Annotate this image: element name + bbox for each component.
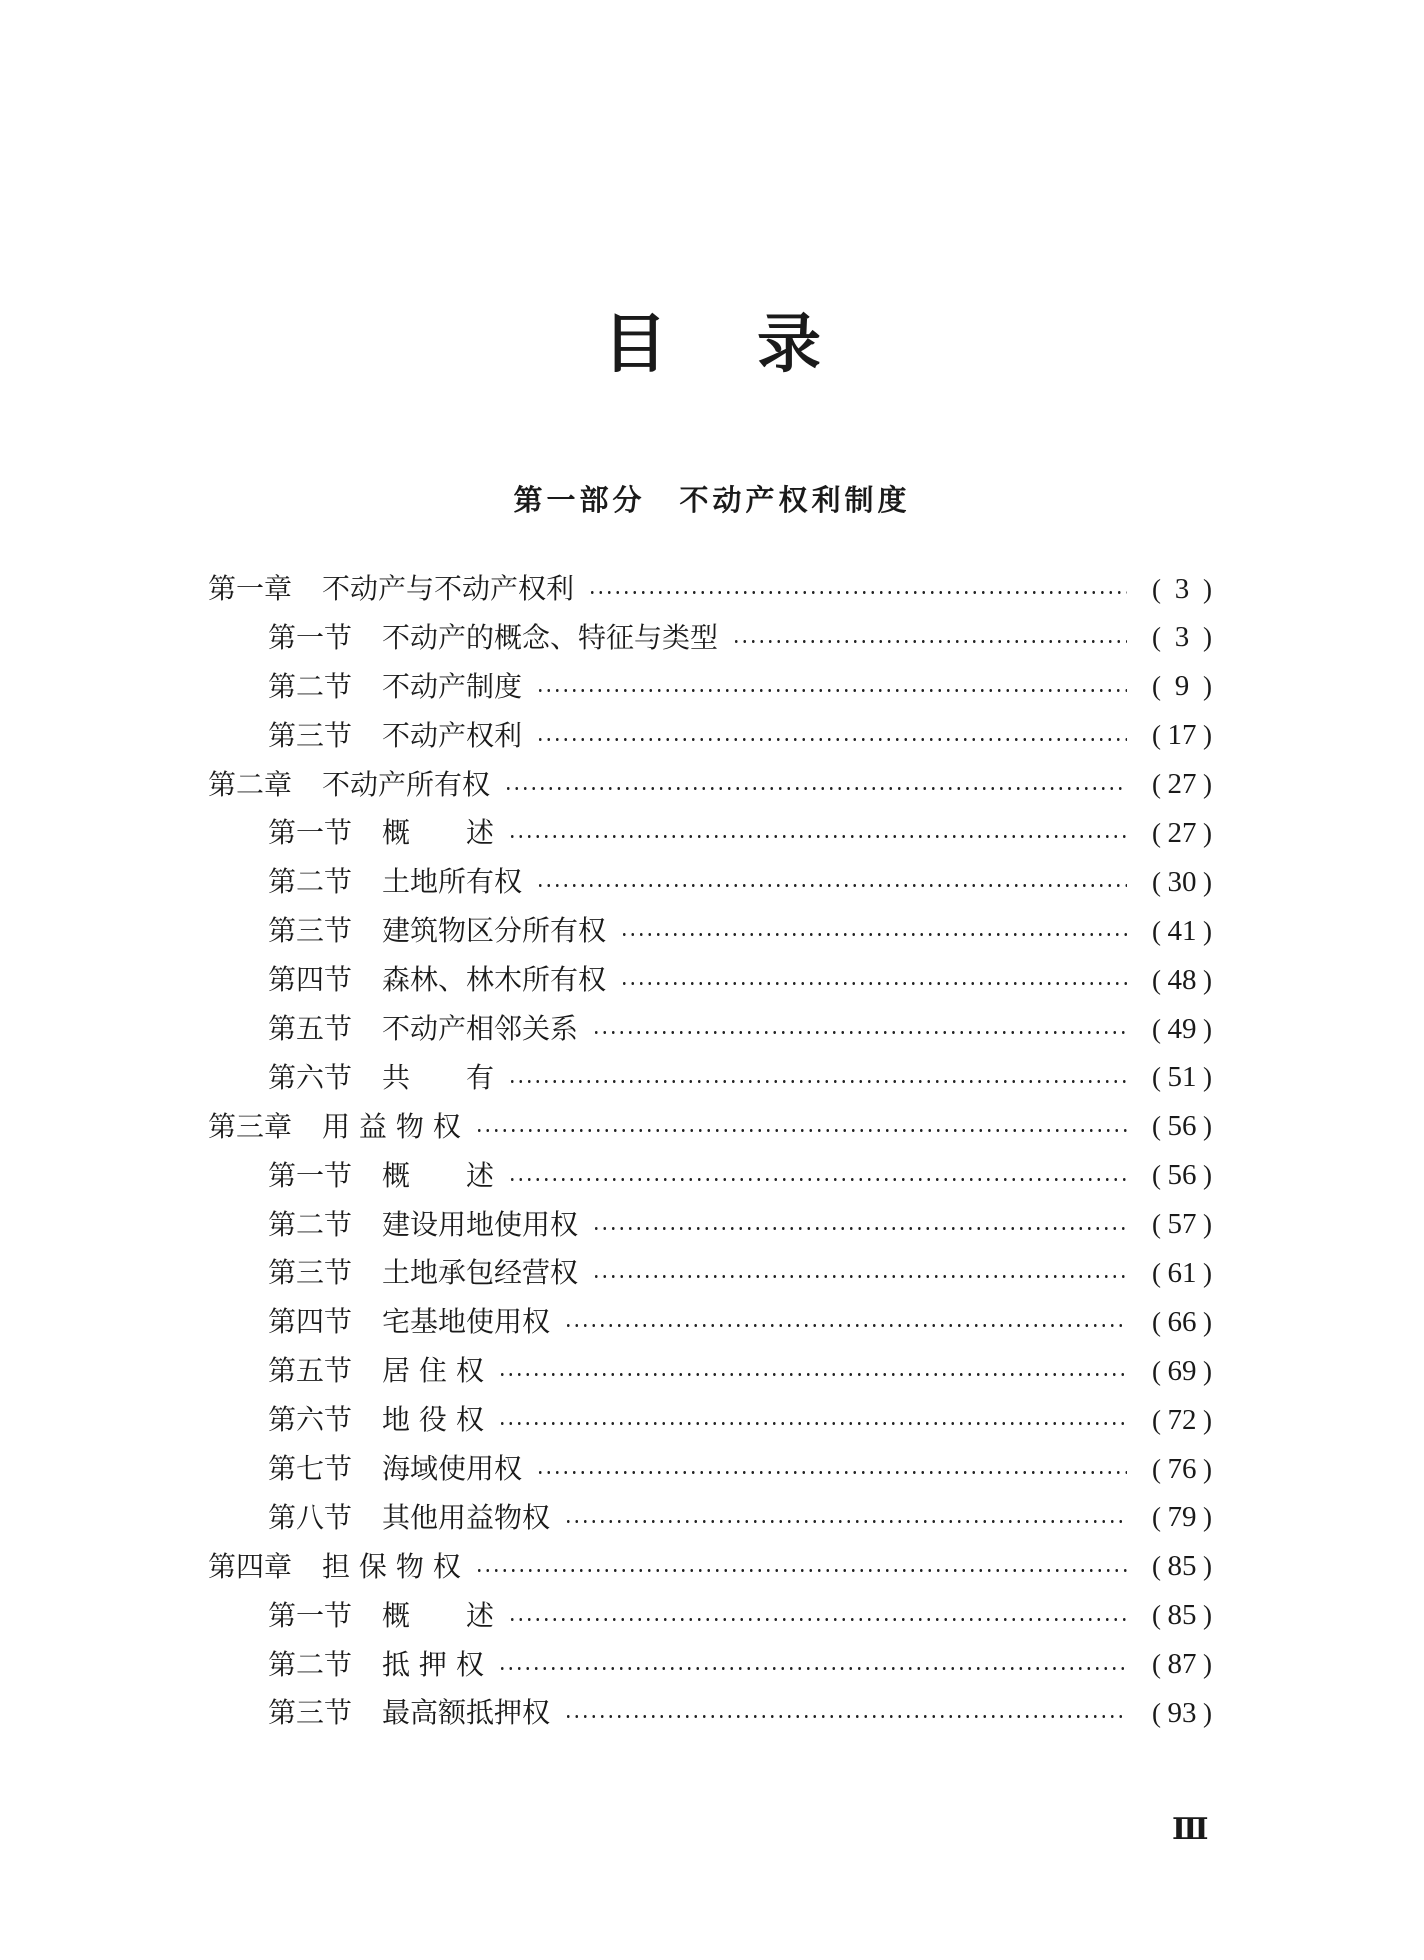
entry-page-ref [1141, 1591, 1223, 1641]
paren-close: ) [1203, 1306, 1212, 1337]
part-prefix: 第一部分 [513, 483, 646, 517]
entry-number: 第二节 [268, 865, 353, 899]
entry-number: 第六节 [268, 1060, 353, 1094]
entry-page-number: 61 [1167, 1256, 1197, 1289]
entry-title: 最高额抵押权 [382, 1696, 551, 1730]
entry-number: 第一节 [268, 816, 353, 850]
entry-page-ref [1141, 1689, 1223, 1739]
paren-open: ( [1152, 964, 1161, 995]
paren-close: ) [1203, 671, 1212, 702]
entry-title: 宅基地使用权 [382, 1305, 551, 1339]
paren-close: ) [1203, 1355, 1212, 1386]
toc-section-entry[interactable] [208, 1005, 1223, 1054]
entry-number: 第三节 [268, 1696, 353, 1730]
paren-close: ) [1203, 1111, 1212, 1142]
paren-close: ) [1203, 817, 1212, 848]
paren-close: ) [1203, 1502, 1212, 1533]
entry-page-ref [1141, 1493, 1223, 1543]
entry-title: 建筑物区分所有权 [382, 914, 607, 948]
toc-section-entry[interactable] [208, 809, 1223, 858]
page-number: Ⅲ [1172, 1813, 1209, 1846]
toc-section-entry[interactable] [208, 1347, 1223, 1396]
toc-section-entry[interactable] [208, 1494, 1223, 1543]
paren-open: ( [1152, 720, 1161, 751]
entry-page-number: 48 [1167, 963, 1197, 996]
paren-open: ( [1152, 1551, 1161, 1582]
entry-title: 不动产的概念、特征与类型 [382, 620, 719, 654]
dot-leader [536, 738, 1127, 741]
dot-leader [592, 1031, 1127, 1034]
toc-section-entry[interactable] [208, 956, 1223, 1005]
paren-open: ( [1152, 1697, 1161, 1728]
part-heading [0, 478, 1424, 522]
paren-open: ( [1152, 1404, 1161, 1435]
paren-close: ) [1203, 1600, 1212, 1631]
dot-leader [498, 1667, 1127, 1670]
entry-page-ref [1141, 1200, 1223, 1250]
entry-page-number: 17 [1167, 719, 1197, 752]
paren-open: ( [1152, 1355, 1161, 1386]
entry-title: 土地承包经营权 [382, 1256, 579, 1290]
toc-section-entry[interactable] [208, 907, 1223, 956]
toc-list [208, 565, 1223, 1738]
entry-number: 第二节 [268, 1207, 353, 1241]
dot-leader [508, 835, 1127, 838]
paren-close: ) [1203, 769, 1212, 800]
dot-leader [498, 1422, 1127, 1425]
entry-title: 建设用地使用权 [382, 1207, 579, 1241]
toc-section-entry[interactable] [208, 1396, 1223, 1445]
toc-section-entry[interactable] [208, 1592, 1223, 1641]
paren-open: ( [1152, 1453, 1161, 1484]
toc-section-entry[interactable] [208, 1054, 1223, 1103]
dot-leader [475, 1569, 1127, 1572]
title-char-1: 目 [603, 307, 667, 382]
toc-section-entry[interactable] [208, 663, 1223, 712]
paren-close: ) [1203, 1404, 1212, 1435]
paren-open: ( [1152, 1306, 1161, 1337]
part-name: 不动产权利制度 [679, 483, 911, 517]
entry-number: 第二节 [268, 669, 353, 703]
entry-page-ref [1141, 711, 1223, 761]
entry-page-ref [1141, 809, 1223, 859]
entry-page-number: 57 [1167, 1208, 1197, 1241]
dot-leader [588, 591, 1127, 594]
dot-leader [536, 689, 1127, 692]
title-char-2: 录 [757, 307, 821, 382]
paren-open: ( [1152, 1111, 1161, 1142]
paren-open: ( [1152, 769, 1161, 800]
entry-page-ref [1141, 1542, 1223, 1592]
entry-title: 不动产制度 [382, 669, 523, 703]
entry-page-ref [1141, 956, 1223, 1006]
paren-close: ) [1203, 720, 1212, 751]
paren-close: ) [1203, 866, 1212, 897]
entry-title: 森林、林木所有权 [382, 963, 607, 997]
entry-title: 居 住 权 [382, 1354, 484, 1388]
entry-number: 第八节 [268, 1500, 353, 1534]
toc-section-entry[interactable] [208, 1201, 1223, 1250]
toc-chapter-entry[interactable] [208, 761, 1223, 810]
entry-number: 第五节 [268, 1354, 353, 1388]
toc-section-entry[interactable] [208, 858, 1223, 907]
entry-page-number: 72 [1167, 1403, 1197, 1436]
toc-section-entry[interactable] [208, 1445, 1223, 1494]
entry-page-ref [1141, 1640, 1223, 1690]
toc-section-entry[interactable] [208, 1689, 1223, 1738]
dot-leader [620, 933, 1127, 936]
toc-chapter-entry[interactable] [208, 1103, 1223, 1152]
paren-close: ) [1203, 1062, 1212, 1093]
paren-open: ( [1152, 1160, 1161, 1191]
toc-chapter-entry[interactable] [208, 1543, 1223, 1592]
entry-title: 用 益 物 权 [322, 1109, 461, 1143]
paren-open: ( [1152, 1649, 1161, 1680]
page-title [0, 305, 1424, 385]
paren-open: ( [1152, 573, 1161, 604]
entry-title: 担 保 物 权 [322, 1549, 461, 1583]
entry-page-number: 30 [1167, 865, 1197, 898]
entry-page-ref [1141, 1249, 1223, 1299]
paren-open: ( [1152, 1062, 1161, 1093]
entry-number: 第二章 [208, 767, 293, 801]
entry-title: 概 述 [382, 1158, 495, 1192]
entry-page-number: 41 [1167, 914, 1197, 947]
dot-leader [498, 1373, 1127, 1376]
toc-section-entry[interactable] [208, 712, 1223, 761]
entry-title: 海域使用权 [382, 1452, 523, 1486]
entry-page-number: 76 [1167, 1452, 1197, 1485]
entry-page-number: 79 [1167, 1501, 1197, 1534]
entry-page-number: 56 [1167, 1159, 1197, 1192]
toc-section-entry[interactable] [208, 614, 1223, 663]
entry-page-number: 69 [1167, 1354, 1197, 1387]
entry-title: 不动产相邻关系 [382, 1012, 579, 1046]
paren-open: ( [1152, 622, 1161, 653]
entry-number: 第一节 [268, 1158, 353, 1192]
paren-close: ) [1203, 915, 1212, 946]
entry-title: 共 有 [382, 1060, 495, 1094]
entry-title: 其他用益物权 [382, 1500, 551, 1534]
paren-close: ) [1203, 1013, 1212, 1044]
entry-number: 第四节 [268, 1305, 353, 1339]
entry-page-ref [1141, 760, 1223, 810]
entry-page-ref [1141, 1053, 1223, 1103]
entry-page-ref [1141, 1005, 1223, 1055]
entry-page-number: 3 [1174, 621, 1190, 654]
entry-page-number: 93 [1167, 1696, 1197, 1729]
entry-number: 第五节 [268, 1012, 353, 1046]
dot-leader [564, 1520, 1127, 1523]
toc-section-entry[interactable] [208, 1298, 1223, 1347]
dot-leader [592, 1275, 1127, 1278]
entry-page-number: 3 [1174, 572, 1190, 605]
entry-page-number: 66 [1167, 1305, 1197, 1338]
entry-number: 第六节 [268, 1403, 353, 1437]
dot-leader [620, 982, 1127, 985]
toc-section-entry[interactable] [208, 1641, 1223, 1690]
paren-close: ) [1203, 1551, 1212, 1582]
entry-number: 第一节 [268, 620, 353, 654]
entry-page-ref [1141, 1151, 1223, 1201]
toc-chapter-entry[interactable] [208, 565, 1223, 614]
dot-leader [732, 640, 1127, 643]
paren-open: ( [1152, 817, 1161, 848]
paren-close: ) [1203, 573, 1212, 604]
entry-title: 不动产所有权 [322, 767, 491, 801]
entry-number: 第七节 [268, 1452, 353, 1486]
entry-number: 第一章 [208, 572, 293, 605]
entry-number: 第一节 [268, 1598, 353, 1632]
dot-leader [508, 1618, 1127, 1621]
dot-leader [508, 1178, 1127, 1181]
entry-page-number: 85 [1167, 1550, 1197, 1583]
entry-page-ref [1141, 565, 1223, 615]
paren-open: ( [1152, 1013, 1161, 1044]
paren-open: ( [1152, 866, 1161, 897]
entry-page-number: 87 [1167, 1648, 1197, 1681]
entry-title: 土地所有权 [382, 865, 523, 899]
paren-open: ( [1152, 671, 1161, 702]
entry-page-ref [1141, 1396, 1223, 1446]
entry-number: 第四章 [208, 1549, 293, 1583]
entry-page-ref [1141, 1445, 1223, 1495]
dot-leader [508, 1080, 1127, 1083]
entry-number: 第三节 [268, 914, 353, 948]
entry-title: 概 述 [382, 1598, 495, 1632]
entry-number: 第三节 [268, 718, 353, 752]
dot-leader [564, 1324, 1127, 1327]
entry-page-number: 49 [1167, 1012, 1197, 1045]
entry-title: 地 役 权 [382, 1403, 484, 1437]
paren-close: ) [1203, 1649, 1212, 1680]
entry-page-ref [1141, 1347, 1223, 1397]
paren-close: ) [1203, 1453, 1212, 1484]
dot-leader [592, 1227, 1127, 1230]
paren-open: ( [1152, 1209, 1161, 1240]
dot-leader [504, 787, 1127, 790]
paren-open: ( [1152, 915, 1161, 946]
toc-section-entry[interactable] [208, 1249, 1223, 1298]
paren-close: ) [1203, 1209, 1212, 1240]
entry-page-ref [1141, 662, 1223, 712]
entry-number: 第三章 [208, 1109, 293, 1143]
entry-number: 第三节 [268, 1256, 353, 1290]
entry-page-ref [1141, 1298, 1223, 1348]
paren-close: ) [1203, 1160, 1212, 1191]
entry-page-ref [1141, 907, 1223, 957]
entry-number: 第二节 [268, 1647, 353, 1681]
entry-number: 第四节 [268, 963, 353, 997]
entry-page-ref [1141, 1102, 1223, 1152]
paren-close: ) [1203, 1257, 1212, 1288]
entry-page-number: 9 [1174, 670, 1190, 703]
paren-open: ( [1152, 1257, 1161, 1288]
paren-close: ) [1203, 622, 1212, 653]
entry-page-ref [1141, 613, 1223, 663]
dot-leader [564, 1715, 1127, 1718]
paren-close: ) [1203, 1697, 1212, 1728]
entry-page-number: 27 [1167, 768, 1197, 801]
entry-title: 概 述 [382, 816, 495, 850]
entry-title: 抵 押 权 [382, 1647, 484, 1681]
entry-page-number: 56 [1167, 1110, 1197, 1143]
dot-leader [475, 1129, 1127, 1132]
entry-page-ref [1141, 858, 1223, 908]
paren-open: ( [1152, 1502, 1161, 1533]
entry-page-number: 51 [1167, 1061, 1197, 1094]
entry-page-number: 27 [1167, 816, 1197, 849]
toc-section-entry[interactable] [208, 1152, 1223, 1201]
paren-open: ( [1152, 1600, 1161, 1631]
dot-leader [536, 884, 1127, 887]
entry-title: 不动产与不动产权利 [322, 572, 575, 605]
entry-page-number: 85 [1167, 1599, 1197, 1632]
paren-close: ) [1203, 964, 1212, 995]
entry-title: 不动产权利 [382, 718, 523, 752]
dot-leader [536, 1471, 1127, 1474]
